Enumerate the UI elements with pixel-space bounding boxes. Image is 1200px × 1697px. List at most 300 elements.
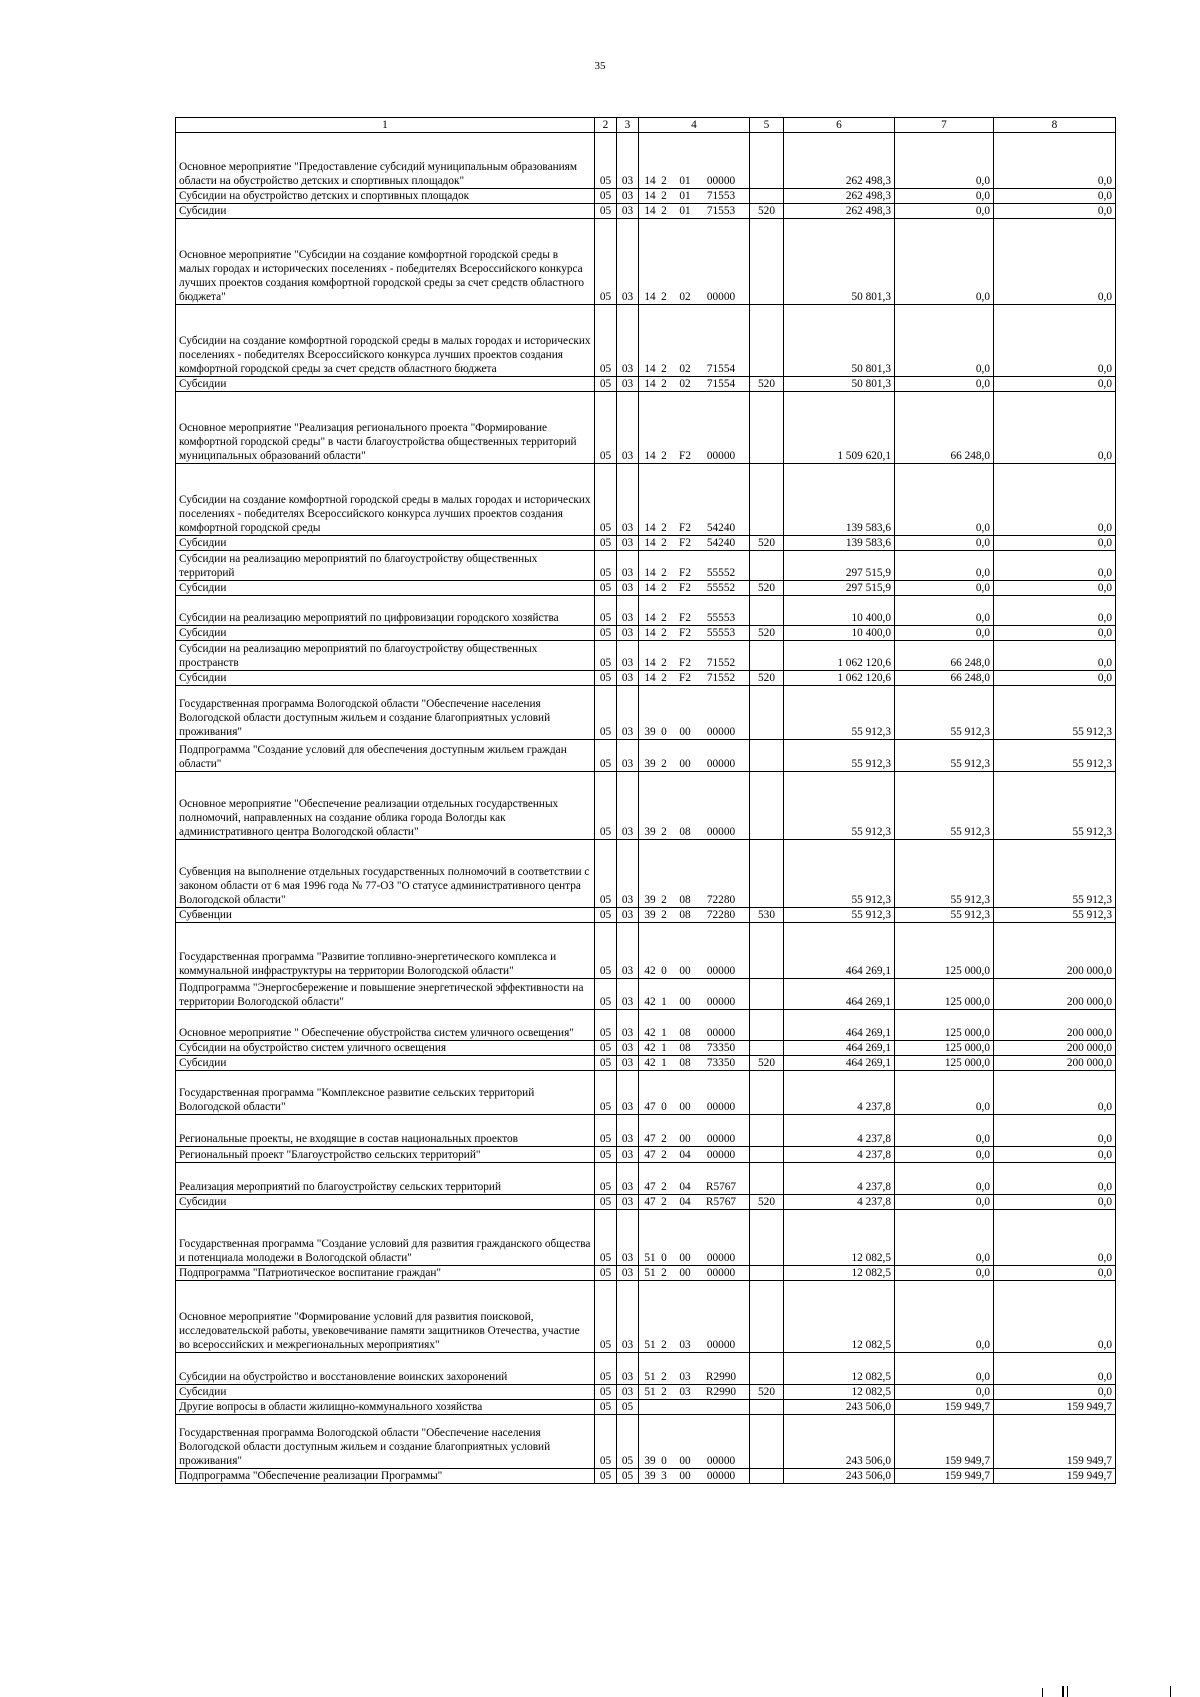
target-article-part: 2	[661, 175, 667, 187]
row-expense-type: 520	[750, 536, 784, 551]
row-amount-year-2: 0,0	[895, 204, 994, 219]
row-expense-type	[750, 1071, 784, 1115]
row-amount-year-1: 4 237,8	[784, 1115, 895, 1147]
row-section: 05	[595, 1195, 617, 1210]
target-article-part: 39	[644, 1455, 656, 1467]
target-article-part: 51	[644, 1267, 656, 1279]
row-section: 05	[595, 840, 617, 908]
row-name: Субсидии на создание комфортной городской среды в малых городах и исторических поселениях - победителях Всероссийского конкурса лучших проектов создания комфортной городской среды	[176, 464, 595, 536]
row-subsection: 03	[617, 464, 639, 536]
target-article-part: 0	[661, 1101, 667, 1113]
row-target-article	[639, 1385, 750, 1400]
target-article-parts	[642, 290, 746, 304]
row-amount-year-3: 0,0	[994, 1266, 1116, 1281]
row-amount-year-3: 55 912,3	[994, 772, 1116, 840]
row-target-article	[639, 1281, 750, 1353]
row-name: Субсидии	[176, 536, 595, 551]
row-section: 05	[595, 1010, 617, 1041]
row-subsection: 03	[617, 1353, 639, 1385]
target-article-part: 2	[661, 758, 667, 770]
row-name: Субсидии	[176, 1385, 595, 1400]
target-article-part: 00000	[706, 1267, 736, 1279]
target-article-part: 2	[661, 1267, 667, 1279]
target-article-part: 00000	[706, 1027, 736, 1039]
row-section: 05	[595, 305, 617, 377]
row-section: 05	[595, 1056, 617, 1071]
row-target-article	[639, 1071, 750, 1115]
target-article-part: 14	[644, 363, 656, 375]
target-article-part: 3	[661, 1470, 667, 1482]
target-article-part: F2	[679, 582, 691, 594]
table-row	[176, 464, 1116, 536]
target-article-part: 00000	[706, 175, 736, 187]
row-amount-year-2: 66 248,0	[895, 671, 994, 686]
row-section: 05	[595, 686, 617, 740]
target-article-parts	[642, 1195, 746, 1209]
row-section: 05	[595, 1281, 617, 1353]
row-target-article	[639, 923, 750, 979]
row-amount-year-1: 464 269,1	[784, 1056, 895, 1071]
row-target-article	[639, 219, 750, 305]
target-article-part: 51	[644, 1339, 656, 1351]
row-subsection: 03	[617, 1056, 639, 1071]
target-article-part: 2	[661, 1339, 667, 1351]
target-article-parts	[642, 1266, 746, 1280]
table-row	[176, 1266, 1116, 1281]
row-amount-year-3: 0,0	[994, 189, 1116, 204]
target-article-part: 00000	[706, 1339, 736, 1351]
row-name: Основное мероприятие "Обеспечение реализации отдельных государственных полномочий, направленных на создание облика города Вологды как административного центра Вологодской области"	[176, 772, 595, 840]
row-name: Государственная программа "Развитие топливно-энергетического комплекса и коммунальной инфраструктуры на территории Вологодской области"	[176, 923, 595, 979]
row-target-article	[639, 536, 750, 551]
target-article-part: 14	[644, 522, 656, 534]
row-subsection: 03	[617, 1115, 639, 1147]
row-subsection: 03	[617, 772, 639, 840]
target-article-part: 08	[679, 909, 691, 921]
target-article-part: 73350	[706, 1042, 736, 1054]
row-name: Субсидии на обустройство детских и спортивных площадок	[176, 189, 595, 204]
row-amount-year-1: 297 515,9	[784, 581, 895, 596]
target-article-part: 2	[661, 1196, 667, 1208]
table-row	[176, 1353, 1116, 1385]
row-amount-year-3: 0,0	[994, 596, 1116, 626]
row-section: 05	[595, 1469, 617, 1484]
row-subsection: 03	[617, 1010, 639, 1041]
row-expense-type	[750, 1415, 784, 1469]
target-article-parts	[642, 521, 746, 535]
row-expense-type	[750, 1469, 784, 1484]
target-article-part: 51	[644, 1252, 656, 1264]
target-article-part: 2	[661, 363, 667, 375]
row-amount-year-2: 0,0	[895, 1195, 994, 1210]
target-article-part: 71553	[706, 190, 736, 202]
target-article-parts	[642, 174, 746, 188]
header-col-1: 1	[176, 118, 595, 133]
row-section: 05	[595, 1115, 617, 1147]
row-amount-year-3: 0,0	[994, 133, 1116, 189]
row-name: Региональные проекты, не входящие в состав национальных проектов	[176, 1115, 595, 1147]
target-article-parts	[642, 893, 746, 907]
row-section: 05	[595, 1266, 617, 1281]
row-subsection: 03	[617, 671, 639, 686]
table-row	[176, 626, 1116, 641]
row-amount-year-2: 55 912,3	[895, 908, 994, 923]
row-target-article	[639, 686, 750, 740]
target-article-part: 04	[679, 1181, 691, 1193]
target-article-parts	[642, 1454, 746, 1468]
row-target-article	[639, 908, 750, 923]
row-target-article	[639, 464, 750, 536]
target-article-part: 2	[661, 627, 667, 639]
row-amount-year-3: 55 912,3	[994, 908, 1116, 923]
row-amount-year-3: 0,0	[994, 581, 1116, 596]
row-name: Подпрограмма "Энергосбережение и повышение энергетической эффективности на территории Вологодской области"	[176, 979, 595, 1010]
target-article-part: 72280	[706, 894, 736, 906]
target-article-part: 01	[679, 175, 691, 187]
target-article-part: 54240	[706, 537, 736, 549]
row-expense-type: 520	[750, 626, 784, 641]
row-target-article	[639, 1195, 750, 1210]
target-article-part: 1	[661, 1057, 667, 1069]
row-amount-year-1: 55 912,3	[784, 908, 895, 923]
row-amount-year-2: 66 248,0	[895, 392, 994, 464]
row-amount-year-1: 1 062 120,6	[784, 641, 895, 671]
target-article-parts	[642, 1370, 746, 1384]
target-article-part: 14	[644, 612, 656, 624]
row-name: Региональный проект "Благоустройство сельских территорий"	[176, 1147, 595, 1163]
target-article-part: 00000	[706, 1133, 736, 1145]
target-article-part: 00	[679, 1470, 691, 1482]
table-row	[176, 1010, 1116, 1041]
target-article-part: 2	[661, 1181, 667, 1193]
row-amount-year-1: 55 912,3	[784, 840, 895, 908]
row-amount-year-1: 10 400,0	[784, 626, 895, 641]
row-target-article	[639, 204, 750, 219]
header-col-3: 3	[617, 118, 639, 133]
row-expense-type	[750, 740, 784, 772]
target-article-part: 47	[644, 1196, 656, 1208]
target-article-part: 42	[644, 1057, 656, 1069]
row-amount-year-3: 0,0	[994, 1115, 1116, 1147]
target-article-part: 71552	[706, 672, 736, 684]
row-target-article	[639, 740, 750, 772]
target-article-parts	[642, 1026, 746, 1040]
row-name: Субсидии на реализацию мероприятий по благоустройству общественных пространств	[176, 641, 595, 671]
row-expense-type: 520	[750, 377, 784, 392]
row-name: Государственная программа "Создание условий для развития гражданского общества и потенциала молодежи в Вологодской области"	[176, 1210, 595, 1266]
target-article-part: R5767	[705, 1196, 737, 1208]
row-subsection: 03	[617, 377, 639, 392]
target-article-part: 71552	[706, 657, 736, 669]
target-article-part: F2	[679, 612, 691, 624]
target-article-part: 2	[661, 378, 667, 390]
table-row	[176, 305, 1116, 377]
target-article-part: R5767	[705, 1181, 737, 1193]
row-target-article	[639, 1147, 750, 1163]
row-name: Субсидии	[176, 581, 595, 596]
row-amount-year-3: 0,0	[994, 626, 1116, 641]
row-subsection: 03	[617, 1195, 639, 1210]
row-expense-type: 520	[750, 1195, 784, 1210]
target-article-part: 00000	[706, 758, 736, 770]
target-article-part: 08	[679, 826, 691, 838]
target-article-part: 00	[679, 1267, 691, 1279]
target-article-parts	[642, 204, 746, 218]
target-article-part: F2	[679, 672, 691, 684]
row-amount-year-2: 125 000,0	[895, 979, 994, 1010]
row-section: 05	[595, 1210, 617, 1266]
row-amount-year-3: 0,0	[994, 464, 1116, 536]
row-section: 05	[595, 536, 617, 551]
row-expense-type: 520	[750, 1056, 784, 1071]
row-amount-year-3: 0,0	[994, 1281, 1116, 1353]
row-amount-year-2: 0,0	[895, 1210, 994, 1266]
target-article-part: 2	[661, 1133, 667, 1145]
page-number: 35	[594, 60, 606, 72]
target-article-part: 14	[644, 567, 656, 579]
row-name: Основное мероприятие "Формирование условий для развития поисковой, исследовательской работы, увековечивание памяти защитников Отечества, участие во всероссийских и межрегиональных мероприятиях"	[176, 1281, 595, 1353]
target-article-part: 14	[644, 291, 656, 303]
target-article-part: 00000	[706, 726, 736, 738]
row-expense-type	[750, 305, 784, 377]
row-amount-year-1: 55 912,3	[784, 740, 895, 772]
row-name: Основное мероприятие "Субсидии на создание комфортной городской среды в малых городах и исторических поселениях - победителях Всероссийского конкурса лучших проектов создания комфортной городской среды за счет средств областного бюджета"	[176, 219, 595, 305]
row-amount-year-1: 464 269,1	[784, 1010, 895, 1041]
target-article-part: F2	[679, 567, 691, 579]
table-row	[176, 596, 1116, 626]
table-row	[176, 979, 1116, 1010]
header-col-5: 5	[750, 118, 784, 133]
target-article-part: 00000	[706, 450, 736, 462]
target-article-part: 39	[644, 894, 656, 906]
row-amount-year-2: 159 949,7	[895, 1415, 994, 1469]
row-expense-type	[750, 641, 784, 671]
table-row	[176, 1056, 1116, 1071]
row-amount-year-2: 0,0	[895, 1147, 994, 1163]
target-article-part: 00000	[706, 826, 736, 838]
row-amount-year-2: 0,0	[895, 1115, 994, 1147]
target-article-part: 2	[661, 522, 667, 534]
row-subsection: 03	[617, 979, 639, 1010]
target-article-part: 2	[661, 894, 667, 906]
row-target-article	[639, 1115, 750, 1147]
row-amount-year-1: 262 498,3	[784, 189, 895, 204]
row-expense-type	[750, 1147, 784, 1163]
row-section: 05	[595, 133, 617, 189]
table-row	[176, 908, 1116, 923]
row-amount-year-3: 200 000,0	[994, 979, 1116, 1010]
row-target-article	[639, 596, 750, 626]
target-article-part: 72280	[706, 909, 736, 921]
budget-table	[175, 117, 1116, 1484]
row-section: 05	[595, 464, 617, 536]
target-article-part: 14	[644, 657, 656, 669]
table-row	[176, 1041, 1116, 1056]
table-row	[176, 377, 1116, 392]
row-section: 05	[595, 908, 617, 923]
row-target-article	[639, 1056, 750, 1071]
row-amount-year-1: 464 269,1	[784, 1041, 895, 1056]
table-row	[176, 1163, 1116, 1195]
target-article-part: 03	[679, 1339, 691, 1351]
row-name: Субсидии на создание комфортной городской среды в малых городах и исторических поселениях - победителях Всероссийского конкурса лучших проектов создания комфортной городской среды за счет средств областного бюджета	[176, 305, 595, 377]
target-article-part: 2	[661, 1149, 667, 1161]
row-amount-year-1: 50 801,3	[784, 377, 895, 392]
row-name: Субсидии	[176, 204, 595, 219]
row-expense-type	[750, 1400, 784, 1415]
target-article-part: 00000	[706, 1455, 736, 1467]
row-subsection: 03	[617, 133, 639, 189]
row-subsection: 03	[617, 840, 639, 908]
target-article-part: 14	[644, 627, 656, 639]
row-expense-type	[750, 596, 784, 626]
target-article-part: 0	[661, 726, 667, 738]
target-article-part: 1	[661, 1042, 667, 1054]
target-article-part: 55553	[706, 612, 736, 624]
row-subsection: 03	[617, 686, 639, 740]
row-amount-year-1: 12 082,5	[784, 1385, 895, 1400]
table-row	[176, 772, 1116, 840]
row-amount-year-2: 0,0	[895, 464, 994, 536]
target-article-part: 42	[644, 1027, 656, 1039]
scan-mark	[1170, 1686, 1171, 1697]
target-article-part: F2	[679, 537, 691, 549]
target-article-part: 00	[679, 965, 691, 977]
row-amount-year-2: 0,0	[895, 1353, 994, 1385]
row-amount-year-1: 12 082,5	[784, 1281, 895, 1353]
target-article-part: 2	[661, 1386, 667, 1398]
row-name: Другие вопросы в области жилищно-коммунального хозяйства	[176, 1400, 595, 1415]
row-expense-type	[750, 219, 784, 305]
target-article-part: 00	[679, 726, 691, 738]
row-expense-type	[750, 772, 784, 840]
target-article-parts	[642, 964, 746, 978]
target-article-parts	[642, 1132, 746, 1146]
target-article-part: 00	[679, 758, 691, 770]
row-amount-year-3: 0,0	[994, 392, 1116, 464]
row-amount-year-2: 0,0	[895, 596, 994, 626]
table-row	[176, 1400, 1116, 1415]
row-target-article	[639, 1353, 750, 1385]
row-amount-year-3: 0,0	[994, 1195, 1116, 1210]
target-article-part: 0	[661, 965, 667, 977]
row-amount-year-1: 243 506,0	[784, 1400, 895, 1415]
row-name: Субвенция на выполнение отдельных государственных полномочий в соответствии с законом области от 6 мая 1996 года № 77-ОЗ "О статусе административного центра Вологодской области"	[176, 840, 595, 908]
target-article-parts	[642, 671, 746, 685]
target-article-part: 00000	[706, 996, 736, 1008]
row-amount-year-2: 0,0	[895, 536, 994, 551]
row-amount-year-1: 243 506,0	[784, 1469, 895, 1484]
target-article-part: 14	[644, 205, 656, 217]
row-amount-year-3: 55 912,3	[994, 740, 1116, 772]
row-name: Подпрограмма "Патриотическое воспитание граждан"	[176, 1266, 595, 1281]
table-row	[176, 671, 1116, 686]
row-amount-year-3: 0,0	[994, 1071, 1116, 1115]
row-target-article	[639, 392, 750, 464]
table-row	[176, 740, 1116, 772]
row-name: Субсидии	[176, 626, 595, 641]
row-amount-year-3: 0,0	[994, 219, 1116, 305]
target-article-parts	[642, 995, 746, 1009]
row-name: Государственная программа Вологодской области "Обеспечение населения Вологодской области доступным жильем и создание благоприятных условий проживания"	[176, 686, 595, 740]
row-amount-year-1: 4 237,8	[784, 1195, 895, 1210]
target-article-part: 14	[644, 175, 656, 187]
row-section: 05	[595, 1041, 617, 1056]
target-article-part: 54240	[706, 522, 736, 534]
header-col-7: 7	[895, 118, 994, 133]
row-subsection: 03	[617, 596, 639, 626]
row-target-article	[639, 551, 750, 581]
row-target-article	[639, 641, 750, 671]
row-amount-year-1: 55 912,3	[784, 686, 895, 740]
target-article-part: 14	[644, 190, 656, 202]
target-article-parts	[642, 908, 746, 922]
table-row	[176, 219, 1116, 305]
row-amount-year-1: 4 237,8	[784, 1163, 895, 1195]
target-article-part: 51	[644, 1386, 656, 1398]
target-article-part: 0	[661, 1252, 667, 1264]
row-amount-year-1: 12 082,5	[784, 1353, 895, 1385]
row-section: 05	[595, 204, 617, 219]
row-expense-type	[750, 133, 784, 189]
row-section: 05	[595, 1385, 617, 1400]
row-target-article	[639, 1210, 750, 1266]
target-article-part: 1	[661, 996, 667, 1008]
row-amount-year-1: 262 498,3	[784, 133, 895, 189]
target-article-part: F2	[679, 627, 691, 639]
row-amount-year-2: 159 949,7	[895, 1469, 994, 1484]
row-amount-year-1: 243 506,0	[784, 1415, 895, 1469]
row-expense-type	[750, 189, 784, 204]
row-amount-year-1: 50 801,3	[784, 305, 895, 377]
row-target-article	[639, 626, 750, 641]
row-name: Подпрограмма "Обеспечение реализации Программы"	[176, 1469, 595, 1484]
target-article-part: 2	[661, 672, 667, 684]
target-article-part: 0	[661, 1455, 667, 1467]
target-article-part: 14	[644, 537, 656, 549]
row-expense-type: 530	[750, 908, 784, 923]
row-name: Субсидии	[176, 1195, 595, 1210]
row-subsection: 03	[617, 551, 639, 581]
row-section: 05	[595, 377, 617, 392]
table-row	[176, 1469, 1116, 1484]
row-subsection: 03	[617, 204, 639, 219]
row-amount-year-3: 0,0	[994, 1385, 1116, 1400]
row-name: Субсидии на обустройство систем уличного освещения	[176, 1041, 595, 1056]
row-target-article	[639, 1400, 750, 1415]
target-article-part: 47	[644, 1181, 656, 1193]
row-section: 05	[595, 596, 617, 626]
header-col-8: 8	[994, 118, 1116, 133]
row-subsection: 05	[617, 1415, 639, 1469]
target-article-part: 2	[661, 582, 667, 594]
row-section: 05	[595, 1163, 617, 1195]
target-article-part: 39	[644, 758, 656, 770]
row-section: 05	[595, 772, 617, 840]
target-article-part: 42	[644, 996, 656, 1008]
target-article-part: 2	[661, 567, 667, 579]
target-article-part: 04	[679, 1196, 691, 1208]
target-article-part: 2	[661, 190, 667, 202]
row-section: 05	[595, 551, 617, 581]
target-article-part: 03	[679, 1386, 691, 1398]
row-amount-year-2: 125 000,0	[895, 1041, 994, 1056]
header-col-2: 2	[595, 118, 617, 133]
header-col-4: 4	[639, 118, 750, 133]
row-target-article	[639, 189, 750, 204]
row-amount-year-1: 10 400,0	[784, 596, 895, 626]
row-target-article	[639, 1415, 750, 1469]
